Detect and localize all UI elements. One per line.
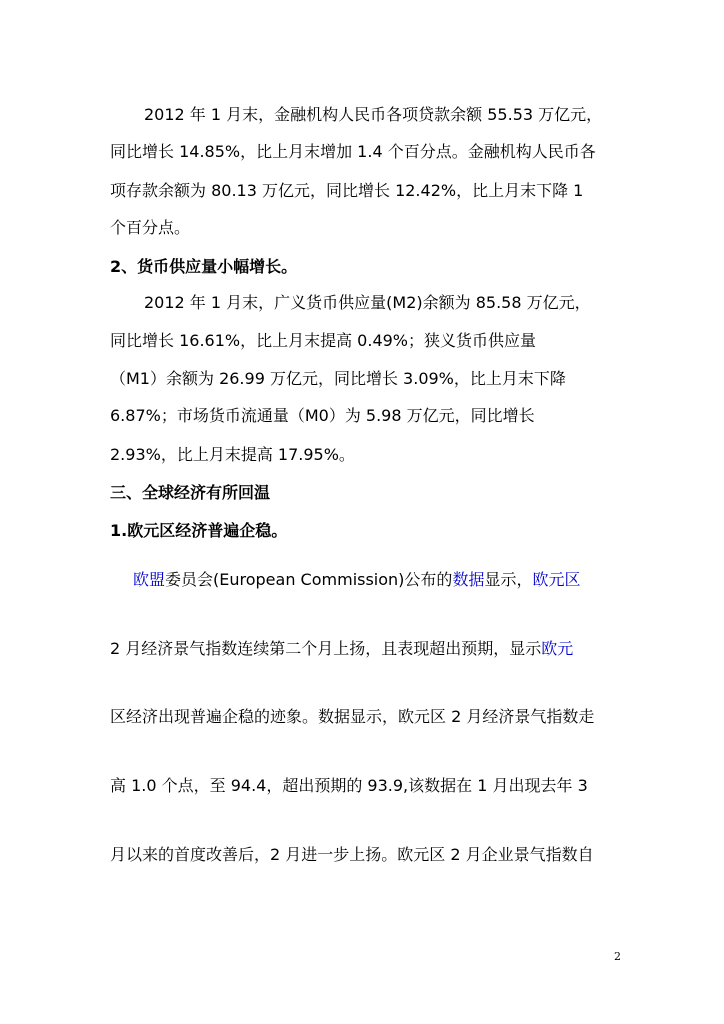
paragraph-2-line-3: （M1）余额为 26.99 万亿元，同比增长 3.09%，比上月末下降	[110, 369, 566, 388]
subsection-heading-eurozone: 1.欧元区经济普遍企稳。	[110, 521, 288, 540]
paragraph-3-line-1	[133, 569, 643, 591]
paragraph-3-line-1-text-1: 委员会(European Commission)公布的	[165, 570, 453, 589]
link-euro[interactable]: 欧元	[541, 639, 574, 658]
paragraph-2-line-5: 2.93%，比上月末提高 17.95%。	[110, 445, 355, 464]
paragraph-1-line-4: 个百分点。	[110, 218, 191, 237]
paragraph-1-line-2: 同比增长 14.85%，比上月末增加 1.4 个百分点。金融机构人民币各	[110, 142, 596, 161]
paragraph-2-line-4: 6.87%；市场货币流通量（M0）为 5.98 万亿元，同比增长	[110, 406, 535, 425]
paragraph-1-line-3: 项存款余额为 80.13 万亿元，同比增长 12.42%，比上月末下降 1	[110, 181, 584, 200]
paragraph-2-line-1: 2012 年 1 月末，广义货币供应量(M2)余额为 85.58 万亿元，	[144, 293, 591, 312]
link-data[interactable]: 数据	[452, 570, 485, 589]
paragraph-3-line-4: 高 1.0 个点，至 94.4，超出预期的 93.9,该数据在 1 月出现去年 3	[110, 776, 588, 795]
paragraph-3-line-2-text-1: 2 月经济景气指数连续第二个月上扬，且表现超出预期，显示	[110, 639, 542, 658]
paragraph-3-line-1-text-2: 显示，	[484, 570, 533, 589]
link-eurozone[interactable]: 欧元区	[532, 570, 581, 589]
link-eu[interactable]: 欧盟	[133, 570, 166, 589]
page-number: 2	[614, 950, 621, 963]
paragraph-3-line-3: 区经济出现普遍企稳的迹象。数据显示，欧元区 2 月经济景气指数走	[110, 707, 595, 726]
paragraph-3-line-2	[110, 638, 620, 660]
paragraph-3-line-5: 月以来的首度改善后，2 月进一步上扬。欧元区 2 月企业景气指数自	[110, 845, 594, 864]
paragraph-2-line-2: 同比增长 16.61%，比上月末提高 0.49%；狭义货币供应量	[110, 331, 537, 350]
section-heading-global-economy: 三、全球经济有所回温	[110, 483, 271, 502]
paragraph-1-line-1: 2012 年 1 月末，金融机构人民币各项贷款余额 55.53 万亿元，	[144, 105, 603, 124]
section-heading-money-supply: 2、货币供应量小幅增长。	[110, 257, 298, 276]
